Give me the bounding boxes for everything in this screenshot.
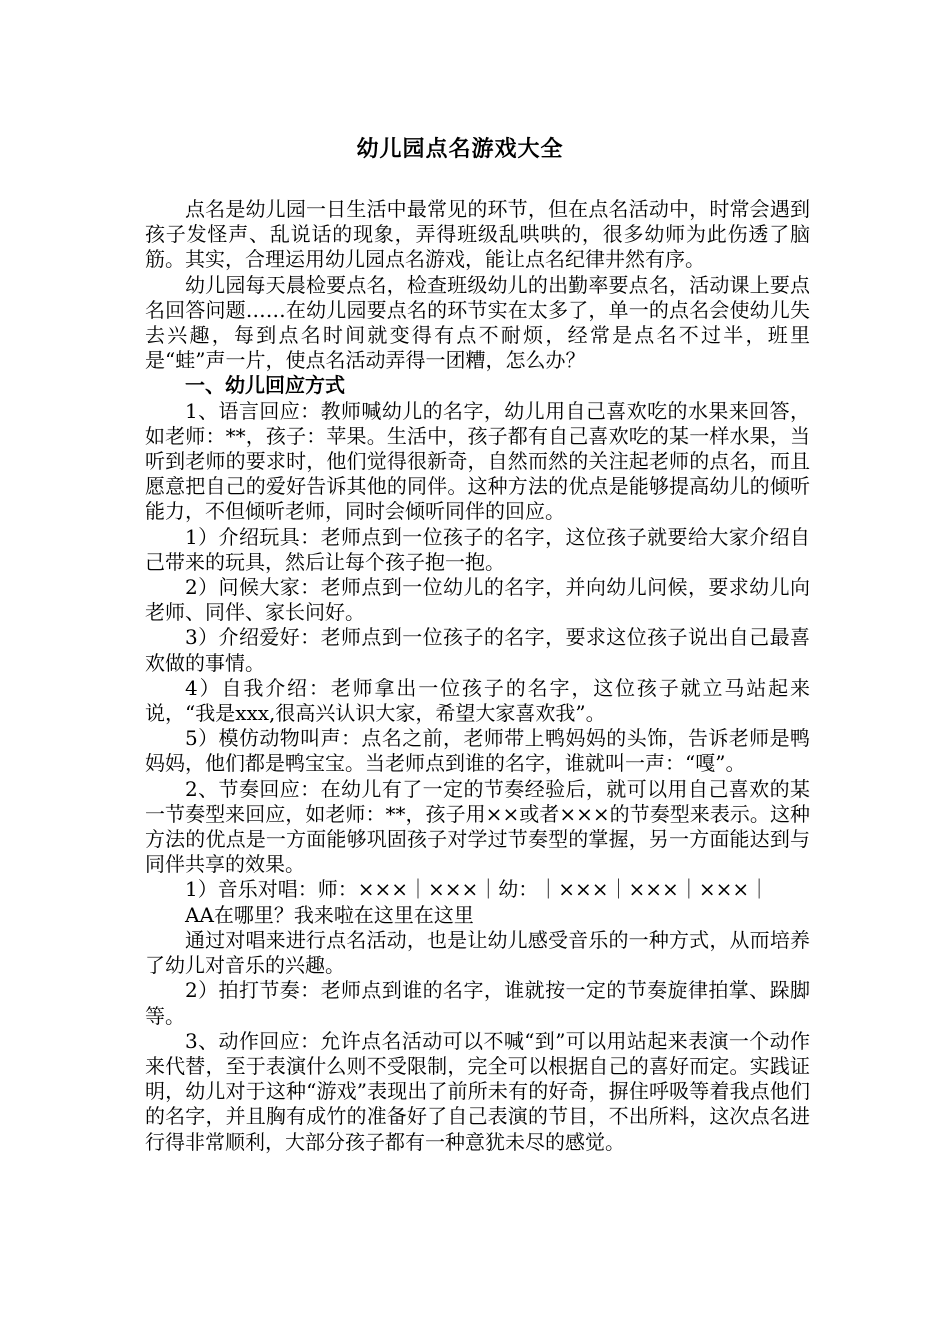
body-paragraph: 2）拍打节奏：老师点到谁的名字，谁就按一定的节奏旋律拍掌、跺脚等。 [145,978,810,1028]
body-paragraph: 4）自我介绍：老师拿出一位孩子的名字，这位孩子就立马站起来说，“我是xxx,很高兴认识大家，希望大家喜欢我”。 [145,675,810,726]
document-title: 幼儿园点名游戏大全 [356,137,564,162]
body-paragraph: 2）问候大家：老师点到一位幼儿的名字，并向幼儿问候，要求幼儿向老师、同伴、家长问好。 [145,575,810,625]
section-heading: 一、幼儿回应方式 [185,373,345,398]
lyrics-line: AA在哪里？我来啦在这里在这里 [185,902,474,927]
intro-paragraph: 幼儿园每天晨检要点名，检查班级幼儿的出勤率要点名，活动课上要点名回答问题……在幼儿园要点名的环节实在太多了，单一的点名会使幼儿失去兴趣，每到点名时间就变得有点不耐烦，经常是点名不过半，班里是“蛙”声一片，使点名活动弄得一团糟，怎么办？ [145,272,810,373]
body-paragraph: 1）介绍玩具：老师点到一位孩子的名字，这位孩子就要给大家介绍自己带来的玩具，然后让每个孩子抱一抱。 [145,524,810,574]
body-paragraph: 5）模仿动物叫声：点名之前，老师带上鸭妈妈的头饰，告诉老师是鸭妈妈，他们都是鸭宝宝。当老师点到谁的名字，谁就叫一声：“嘎”。 [145,726,810,776]
body-paragraph: 1、语言回应：教师喊幼儿的名字，幼儿用自己喜欢吃的水果来回答，如老师：**，孩子：苹果。生活中，孩子都有自己喜欢吃的某一样水果，当听到老师的要求时，他们觉得很新奇，自然而然的关注起老师的点名，而且愿意把自己的爱好告诉其他的同伴。这种方法的优点是能够提高幼儿的倾听能力，不但倾听老师，同时会倾听同伴的回应。 [145,398,810,524]
body-paragraph: 2、节奏回应：在幼儿有了一定的节奏经验后，就可以用自己喜欢的某一节奏型来回应，如老师：**，孩子用××或者×××的节奏型来表示。这种方法的优点是一方面能够巩固孩子对学过节奏型的掌握，另一方面能达到与同伴共享的效果。 [145,776,810,877]
body-paragraph: 3、动作回应：允许点名活动可以不喊“到”可以用站起来表演一个动作来代替，至于表演什么则不受限制，完全可以根据自己的喜好而定。实践证明，幼儿对于这种“游戏”表现出了前所未有的好奇，摒住呼吸等着我点他们的名字，并且胸有成竹的准备好了自己表演的节目，不出所料，这次点名进行得非常顺利，大部分孩子都有一种意犹未尽的感觉。 [145,1028,810,1154]
document-body [145,197,810,1155]
body-paragraph: 3）介绍爱好：老师点到一位孩子的名字，要求这位孩子说出自己最喜欢做的事情。 [145,625,810,675]
body-paragraph: 通过对唱来进行点名活动，也是让幼儿感受音乐的一种方式，从而培养了幼儿对音乐的兴趣。 [145,927,810,978]
intro-paragraph: 点名是幼儿园一日生活中最常见的环节，但在点名活动中，时常会遇到孩子发怪声、乱说话的现象，弄得班级乱哄哄的，很多幼师为此伤透了脑筋。其实，合理运用幼儿园点名游戏，能让点名纪律井然有序。 [145,197,810,272]
body-paragraph: 1）音乐对唱：师：×××｜×××｜幼：｜×××｜×××｜×××｜ [185,877,770,902]
